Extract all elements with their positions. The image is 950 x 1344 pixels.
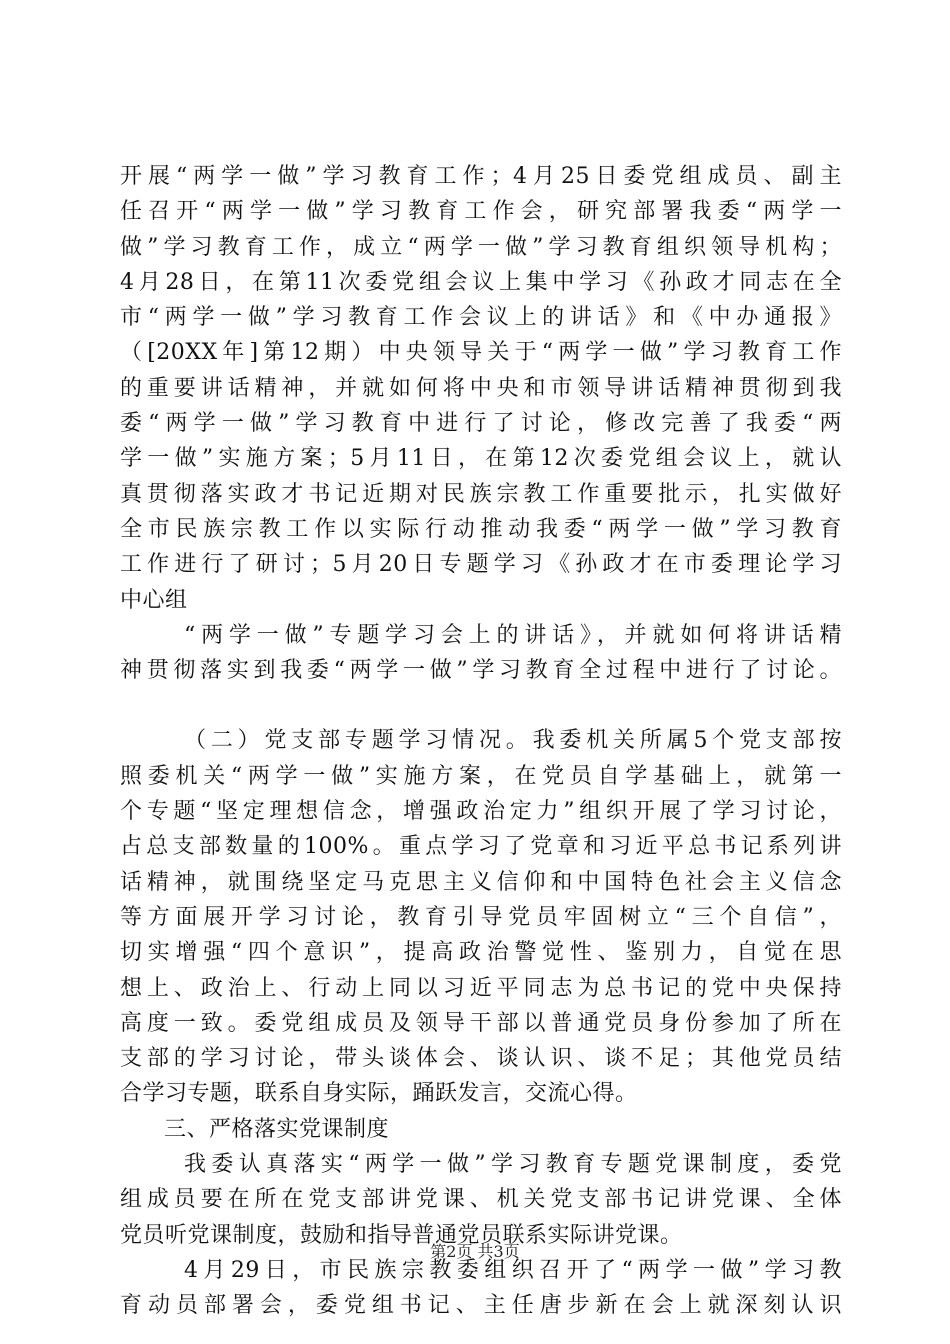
text-line: 做”学习教育工作，成立“两学一做”学习教育组织领导机构；	[120, 234, 842, 260]
text-line: 合学习专题，联系自身实际，踊跃发言，交流心得。	[120, 1081, 638, 1107]
section-heading: 三、严格落实党课制度	[164, 1116, 390, 1142]
paragraph-3	[120, 723, 842, 1111]
text-line: 想上、政治上、行动上同以习近平同志为总书记的党中央保持	[120, 975, 842, 1001]
text-line: 真贯彻落实政才书记近期对民族宗教工作重要批示，扎实做好	[120, 481, 842, 507]
text-line: 的重要讲话精神，并就如何将中央和市领导讲话精神贯彻到我	[120, 375, 842, 401]
text-line: 占总支部数量的100%。重点学习了党章和习近平总书记系列讲	[120, 834, 842, 860]
text-line: 神贯彻落实到我委“两学一做”学习教育全过程中进行了讨论。	[120, 658, 842, 684]
text-line: 我委认真落实“两学一做”学习教育专题党课制度，委党	[184, 1152, 842, 1178]
text-line: 育动员部署会，委党组书记、主任唐步新在会上就深刻认识	[120, 1293, 842, 1319]
text-line: 委“两学一做”学习教育中进行了讨论，修改完善了我委“两	[120, 411, 842, 437]
text-line: 全市民族宗教工作以实际行动推动我委“两学一做”学习教育	[120, 516, 842, 542]
text-line: 照委机关“两学一做”实施方案，在党员自学基础上，就第一	[120, 763, 842, 789]
paragraph-4	[120, 1147, 842, 1253]
text-line: 组成员要在所在党支部讲党课、机关党支部书记讲党课、全体	[120, 1187, 842, 1213]
text-line: 工作进行了研讨；5月20日专题学习《孙政才在市委理论学习	[120, 552, 842, 578]
text-line: 等方面展开学习讨论，教育引导党员牢固树立“三个自信”，	[120, 904, 842, 930]
paragraph-5	[120, 1253, 842, 1324]
text-line: 市“两学一做”学习教育工作会议上的讲话》和《中办通报》	[120, 305, 842, 331]
text-line: 话精神，就围绕坚定马克思主义信仰和中国特色社会主义信念	[120, 869, 842, 895]
text-line: 支部的学习讨论，带头谈体会、谈认识、谈不足；其他党员结	[120, 1046, 842, 1072]
paragraph-2	[120, 618, 842, 689]
text-line: 任召开“两学一做”学习教育工作会，研究部署我委“两学一	[120, 199, 842, 225]
text-line: 个专题“坚定理想信念，增强政治定力”组织开展了学习讨论，	[120, 799, 842, 825]
text-line: 开展“两学一做”学习教育工作；4月25日委党组成员、副主	[120, 164, 842, 189]
page-footer: 第2页 共3页	[430, 1242, 520, 1261]
text-line: 学一做”实施方案；5月11日，在第12次委党组会议上，就认	[120, 446, 842, 472]
text-line: 切实增强“四个意识”，提高政治警觉性、鉴别力，自觉在思	[120, 940, 842, 966]
text-line: “两学一做”专题学习会上的讲话》，并就如何将讲话精	[184, 622, 842, 648]
text-line: 4月29日，市民族宗教委组织召开了“两学一做”学习教	[184, 1257, 842, 1283]
text-line: 中心组	[120, 587, 188, 613]
paragraph-1	[120, 159, 842, 618]
text-line: 4月28日，在第11次委党组会议上集中学习《孙政才同志在全	[120, 269, 842, 295]
text-line: 党员听党课制度，鼓励和指导普通党员联系实际讲党课。	[120, 1222, 683, 1248]
text-line: （[20XX年]第12期）中央领导关于“两学一做”学习教育工作	[120, 340, 842, 366]
text-line: （二）党支部专题学习情况。我委机关所属5个党支部按	[184, 728, 842, 754]
paragraph-gap	[120, 688, 842, 723]
document-body	[120, 159, 842, 1324]
text-line: 高度一致。委党组成员及领导干部以普通党员身份参加了所在	[120, 1010, 842, 1036]
